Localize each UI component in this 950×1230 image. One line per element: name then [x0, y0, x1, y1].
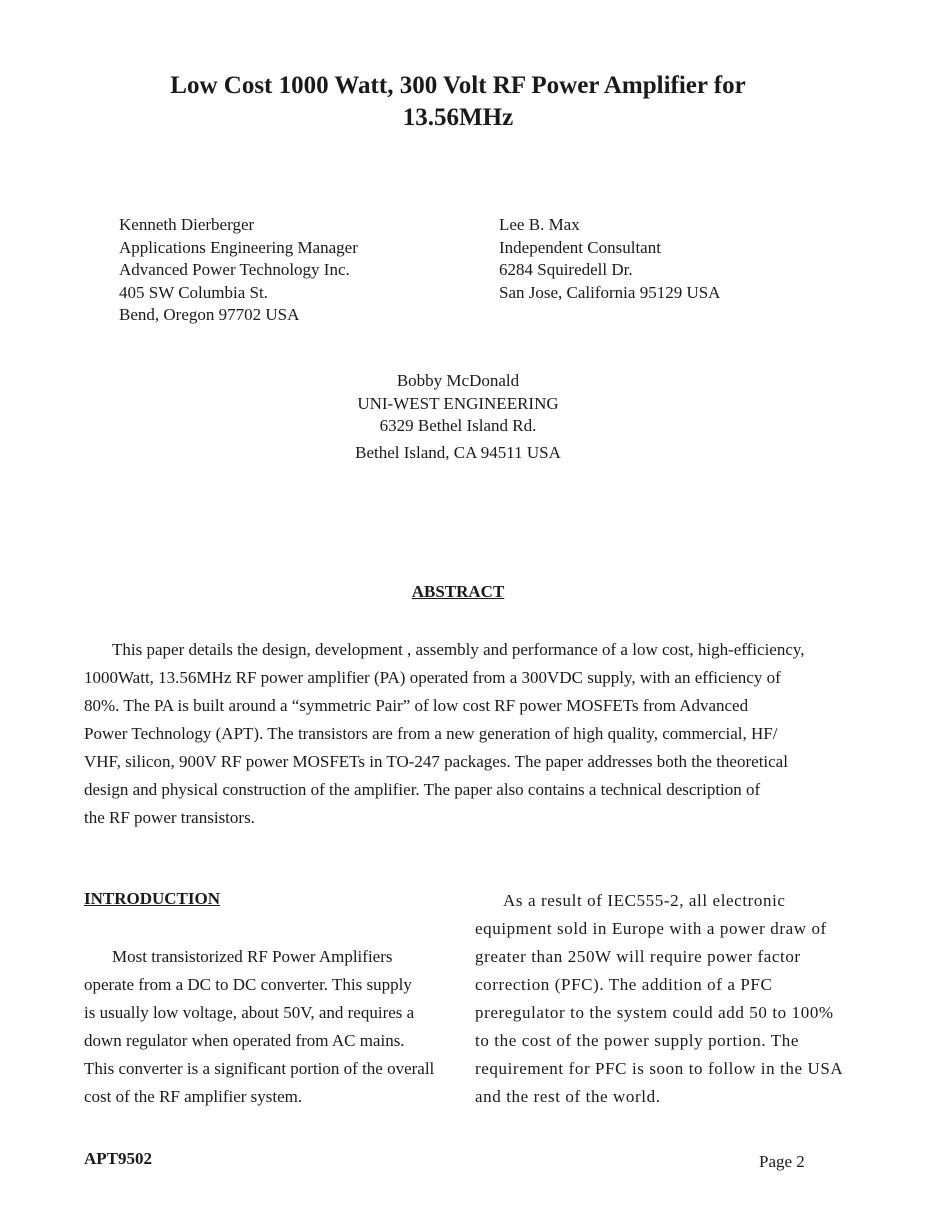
abstract-line: VHF, silicon, 900V RF power MOSFETs in TO-247 packages. The paper addresses both the theoretical [84, 752, 788, 771]
intro-line: and the rest of the world. [475, 1087, 661, 1106]
author-org: UNI-WEST ENGINEERING [357, 393, 559, 413]
intro-line: equipment sold in Europe with a power draw of [475, 919, 827, 938]
document-id: APT9502 [84, 1149, 152, 1168]
author-block-dierberger [119, 214, 358, 327]
paper-title [0, 70, 916, 134]
author-name: Kenneth Dierberger [119, 215, 255, 234]
author-city: Bend, Oregon 97702 USA [119, 305, 300, 324]
page-number: Page 2 [759, 1152, 805, 1171]
intro-line: greater than 250W will require power factor [475, 947, 801, 966]
intro-line: preregulator to the system could add 50 to 100% [475, 1003, 834, 1022]
introduction-left-column [84, 943, 464, 1111]
author-title: Applications Engineering Manager [119, 237, 358, 257]
abstract-line: 1000Watt, 13.56MHz RF power amplifier (PA) operated from a 300VDC supply, with an efficiency of [84, 668, 781, 687]
author-city: Bethel Island, CA 94511 USA [355, 442, 561, 462]
introduction-heading: INTRODUCTION [84, 889, 221, 908]
author-street: 6329 Bethel Island Rd. [379, 416, 537, 435]
intro-line: to the cost of the power supply portion. The [475, 1031, 800, 1050]
author-name: Bobby McDonald [396, 371, 520, 390]
intro-line: Most transistorized RF Power Amplifiers [112, 947, 393, 966]
title-line: Low Cost 1000 Watt, 300 Volt RF Power Amplifier for [170, 72, 746, 99]
abstract-line: the RF power transistors. [84, 808, 255, 827]
title-line: 13.56MHz [402, 104, 514, 131]
intro-line: requirement for PFC is soon to follow in the USA [475, 1059, 844, 1078]
abstract-line: Power Technology (APT). The transistors are from a new generation of high quality, commercial, HF/ [84, 724, 778, 743]
author-title: Independent Consultant [499, 237, 661, 257]
abstract-line: design and physical construction of the amplifier. The paper also contains a technical description of [84, 780, 761, 799]
author-city: San Jose, California 95129 USA [499, 282, 721, 302]
abstract-line: This paper details the design, development , assembly and performance of a low cost, high-efficiency, [112, 640, 805, 659]
intro-line: As a result of IEC555-2, all electronic [503, 891, 786, 910]
intro-line: is usually low voltage, about 50V, and requires a [84, 1003, 415, 1022]
abstract-body [84, 636, 874, 832]
intro-line: down regulator when operated from AC mains. [84, 1031, 405, 1050]
intro-line: This converter is a significant portion of the overall [84, 1059, 435, 1078]
author-block-max [499, 214, 720, 304]
intro-line: operate from a DC to DC converter. This supply [84, 975, 412, 994]
author-block-mcdonald [0, 370, 916, 464]
author-street: 405 SW Columbia St. [119, 282, 268, 302]
intro-line: correction (PFC). The addition of a PFC [475, 975, 773, 994]
introduction-right-column [475, 887, 895, 1111]
abstract-line: 80%. The PA is built around a “symmetric Pair” of low cost RF power MOSFETs from Advanced [84, 696, 749, 715]
author-org: Advanced Power Technology Inc. [119, 260, 350, 279]
author-street: 6284 Squiredell Dr. [499, 260, 633, 279]
intro-line: cost of the RF amplifier system. [84, 1087, 303, 1106]
author-name: Lee B. Max [499, 215, 580, 234]
abstract-heading: ABSTRACT [411, 582, 505, 601]
